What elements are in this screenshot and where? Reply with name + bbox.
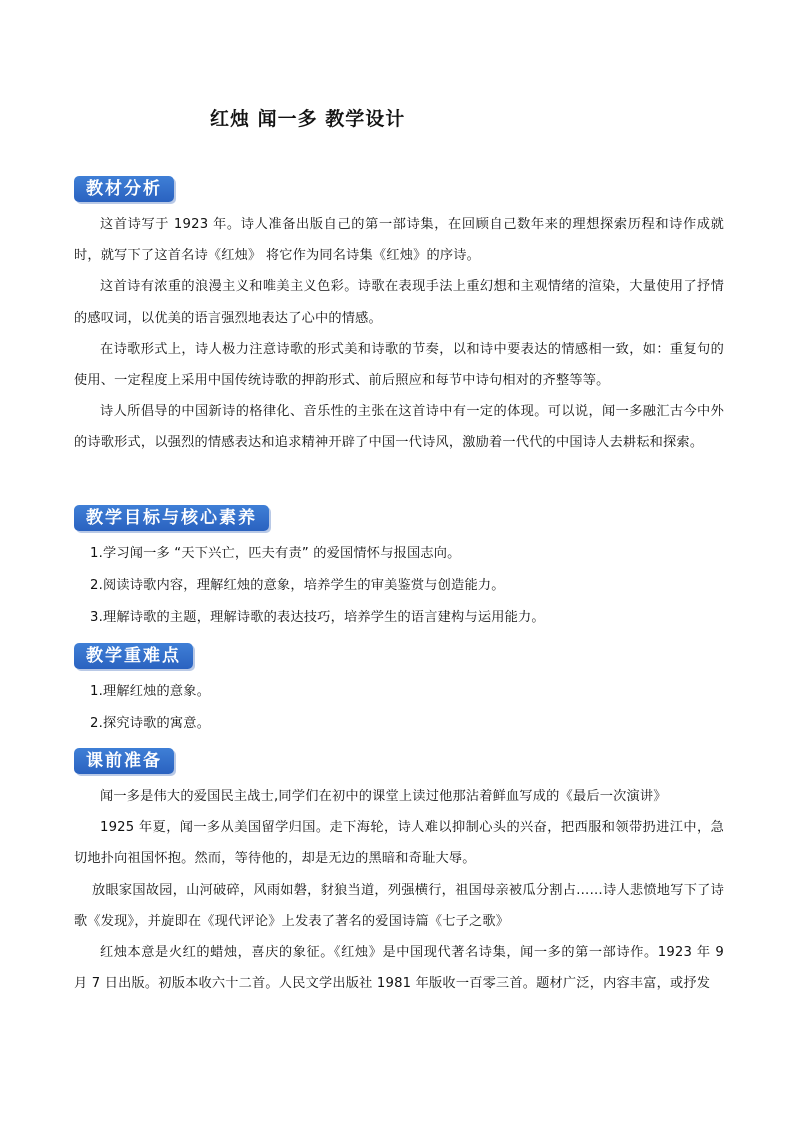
preparation-paragraph-1: 闻一多是伟大的爱国民主战士,同学们在初中的课堂上读过他那沾着鲜血写成的《最后一次演讲》 (100, 789, 667, 804)
analysis-paragraph-2: 这首诗有浓重的浪漫主义和唯美主义色彩。诗歌在表现手法上重幻想和主观情绪的渲染，大量使用了抒情的感叹词，以优美的语言强烈地表达了心中的情感。 (74, 279, 724, 326)
analysis-paragraph-1: 这首诗写于 1923 年。诗人准备出版自己的第一部诗集，在回顾自己数年来的理想探索历程和诗作成就时，就写下了这首名诗《红烛》 将它作为同名诗集《红烛》的序诗。 (74, 217, 724, 264)
difficulty-item-1: 1.理解红烛的意象。 (90, 684, 211, 699)
goal-item-1: 1.学习闻一多 “天下兴亡，匹夫有责” 的爱国情怀与报国志向。 (90, 546, 461, 561)
analysis-paragraph-4: 诗人所倡导的中国新诗的格律化、音乐性的主张在这首诗中有一定的体现。可以说，闻一多融汇古今中外的诗歌形式，以强烈的情感表达和追求精神开辟了中国一代诗风，激励着一代代的中国诗人去耕耘和探索。 (74, 404, 724, 451)
section-goals (74, 505, 724, 634)
preparation-paragraph-3: 放眼家国故园，山河破碎，风雨如磐，豺狼当道，列强横行，祖国母亲被瓜分割占……诗人悲愤地写下了诗歌《发现》，并旋即在《现代评论》上发表了著名的爱国诗篇《七子之歌》 (74, 882, 724, 929)
section-analysis (74, 176, 724, 459)
preparation-paragraph-4: 红烛本意是火红的蜡烛，喜庆的象征。《红烛》是中国现代著名诗集，闻一多的第一部诗作。1923 年 9 月 7 日出版。初版本收六十二首。人民文学出版社 1981 年版收一百零三首。题材广泛，内容丰富，或抒发 (74, 945, 725, 992)
preparation-paragraph-2: 1925 年夏，闻一多从美国留学归国。走下海轮，诗人难以抑制心头的兴奋，把西服和领带扔进江中，急切地扑向祖国怀抱。然而，等待他的，却是无边的黑暗和奇耻大辱。 (74, 820, 724, 867)
section-header-goals: 教学目标与核心素养 (74, 505, 269, 531)
document-title: 红烛 闻一多 教学设计 (210, 108, 406, 130)
section-difficulties (74, 643, 724, 740)
section-header-analysis: 教材分析 (74, 176, 174, 202)
section-header-preparation: 课前准备 (74, 748, 174, 774)
analysis-paragraph-3: 在诗歌形式上，诗人极力注意诗歌的形式美和诗歌的节奏，以和诗中要表达的情感相一致，如：重复句的使用、一定程度上采用中国传统诗歌的押韵形式、前后照应和每节中诗句相对的齐整等等。 (74, 341, 724, 389)
goal-item-3: 3.理解诗歌的主题，理解诗歌的表达技巧，培养学生的语言建构与运用能力。 (90, 610, 545, 625)
section-preparation (74, 748, 724, 999)
difficulty-item-2: 2.探究诗歌的寓意。 (90, 716, 211, 731)
section-header-difficulties: 教学重难点 (74, 643, 193, 669)
goal-item-2: 2.阅读诗歌内容，理解红烛的意象，培养学生的审美鉴赏与创造能力。 (90, 578, 505, 593)
